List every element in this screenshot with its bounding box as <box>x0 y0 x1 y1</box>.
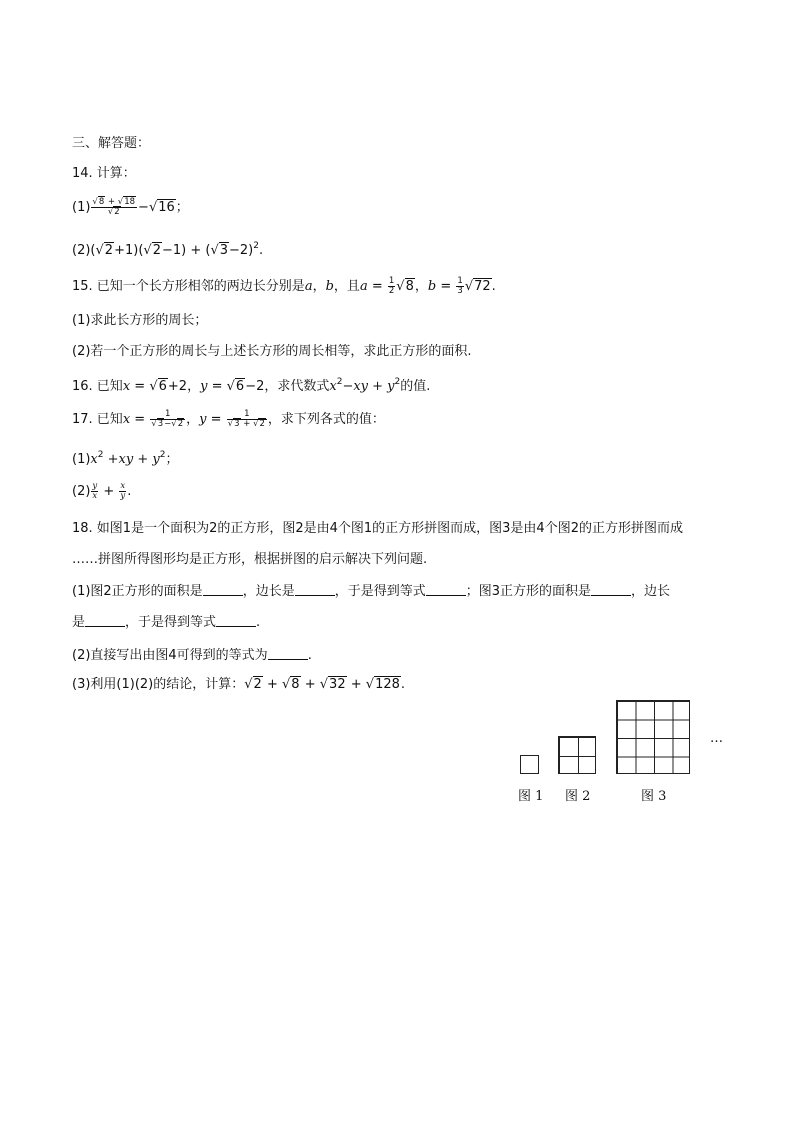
answer-blank[interactable] <box>295 583 335 596</box>
answer-blank[interactable] <box>85 614 125 627</box>
answer-blank[interactable] <box>426 583 466 596</box>
answer-blank[interactable] <box>203 583 243 596</box>
answer-blank[interactable] <box>216 614 256 627</box>
figure-ellipsis: … <box>710 731 723 746</box>
q15-part2: (2)若一个正方形的周长与上述长方形的周长相等，求此正方形的面积. <box>72 344 472 359</box>
answer-blank[interactable] <box>591 583 631 596</box>
q14-part2: $(2)(√2+1)(√2-1) + (√3-2)^2$. <box>72 241 264 258</box>
q18-part1-line2: 是 ，于是得到等式 . <box>72 615 261 630</box>
q16-stem: 16. 已知x = √6+2，y = √6−2，求代数式$x^2-xy + y^2$的值. <box>72 377 431 394</box>
q14-p1-radical: √16 <box>148 200 175 215</box>
figure-3-grid <box>616 700 690 774</box>
q14-stem: 14. 计算： <box>72 166 136 181</box>
q18-part1-line1: (1)图2正方形的面积是 ，边长是 ，于是得到等式 ；图3正方形的面积是 ，边长 <box>72 584 671 599</box>
figure-3-caption: 图 3 <box>641 789 667 804</box>
figure-2-grid <box>558 736 596 774</box>
answer-blank[interactable] <box>268 647 308 660</box>
q15-stem: 15. 已知一个长方形相邻的两边长分别是a，b，且a = $\frac{1}{2}$ √8，b = $\frac{1}{3}$ √72. <box>72 276 496 296</box>
q18-part2: (2)直接写出由图4可得到的等式为 . <box>72 648 312 663</box>
figure-2-caption: 图 2 <box>565 789 591 804</box>
q17-part2: (2) $\frac{y}{x}$ + $\frac{x}{y}$ . <box>72 481 132 501</box>
q14-p1-fraction: $\frac{√8 + √18}{√2}$ <box>92 197 136 217</box>
q14-p1-label: (1) <box>72 200 91 215</box>
figure-1-caption: 图 1 <box>518 789 544 804</box>
q17-part1: $(1)x^2 +xy + y^2$； <box>72 450 179 467</box>
q15-part1: (1)求此长方形的周长； <box>72 313 208 328</box>
q18-line1: 18. 如图1是一个面积为2的正方形，图2是由4个图1的正方形拼图而成，图3是由4个图2的正方形拼图而成 <box>72 521 683 536</box>
q18-line2: ……拼图所得图形均是正方形，根据拼图的启示解决下列问题. <box>72 552 428 567</box>
q14-part1: (1) $\frac{√8 + √18}{√2}$ −√16； <box>72 197 189 217</box>
q18-part3: (3)利用(1)(2)的结论，计算：√2 + √8 + √32 + √128. <box>72 677 406 692</box>
figure-1-square <box>520 755 539 774</box>
section-heading: 三、解答题： <box>72 136 151 151</box>
q17-stem: 17. 已知x = $\frac{1}{√3-√2}$ ，y = $\frac{1}{√3 + √2}$ ，求下列各式的值： <box>72 409 385 429</box>
